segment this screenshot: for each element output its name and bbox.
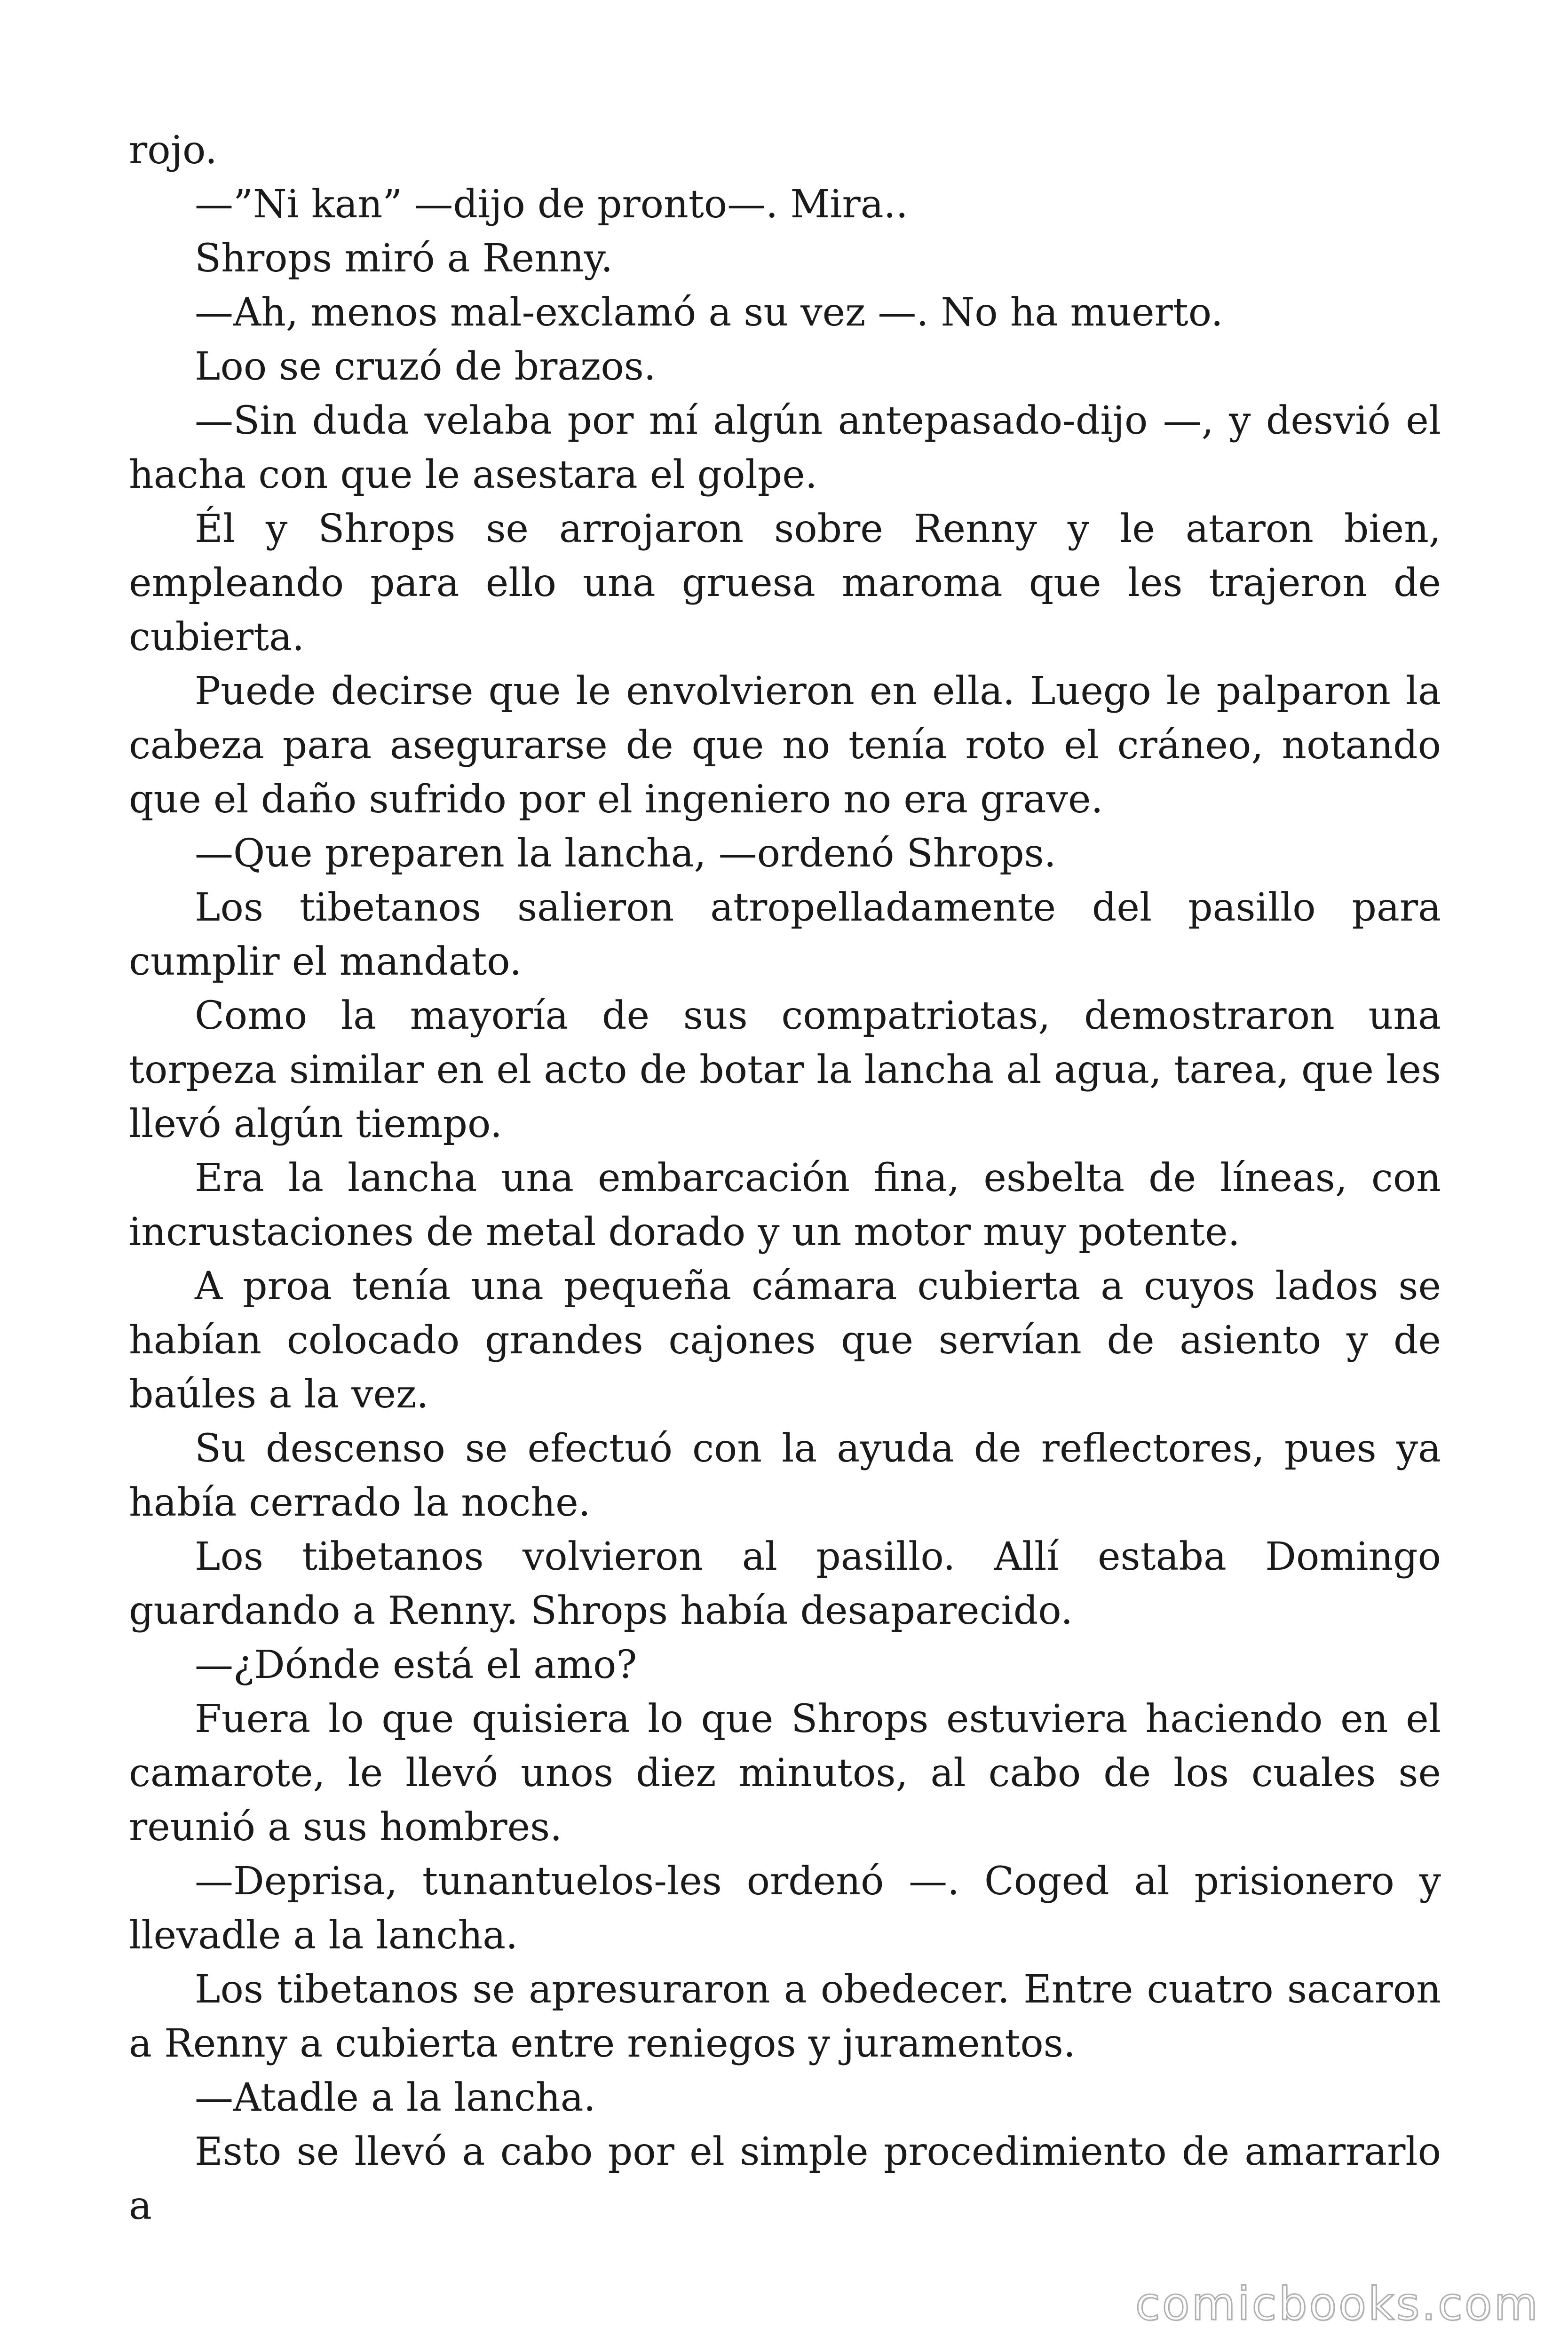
paragraph: Shrops miró a Renny. <box>195 236 613 281</box>
paragraph: —Ah, menos mal-exclamó a su vez —. No ha muerto. <box>195 290 1223 335</box>
paragraph: Los tibetanos volvieron al pasillo. Allí estaba Domingo guardando a Renny. Shrops había desaparecido. <box>129 1534 1441 1633</box>
paragraph: Él y Shrops se arrojaron sobre Renny y le ataron bien, empleando para ello una gruesa maroma que les trajeron de cubierta. <box>129 507 1441 660</box>
page-body-text <box>129 123 1441 2233</box>
paragraph: Esto se llevó a cabo por el simple procedimiento de amarrarlo a <box>129 2130 1441 2228</box>
paragraph: —¿Dónde está el amo? <box>195 1643 637 1687</box>
watermark: comicbooks.com <box>1135 2278 1540 2330</box>
paragraph: —”Ni kan” —dijo de pronto—. Mira.. <box>195 182 908 227</box>
paragraph: rojo. <box>129 128 217 173</box>
paragraph: Su descenso se efectuó con la ayuda de reflectores, pues ya había cerrado la noche. <box>129 1426 1441 1525</box>
paragraph: —Atadle a la lancha. <box>195 2075 596 2120</box>
paragraph: Fuera lo que quisiera lo que Shrops estuviera haciendo en el camarote, le llevó unos diez minutos, al cabo de los cuales se reunió a sus hombres. <box>129 1697 1441 1850</box>
paragraph: Era la lancha una embarcación fina, esbelta de líneas, con incrustaciones de metal dorado y un motor muy potente. <box>129 1156 1441 1255</box>
paragraph: —Deprisa, tunantuelos-les ordenó —. Coged al prisionero y llevadle a la lancha. <box>129 1859 1441 1958</box>
paragraph: Los tibetanos se apresuraron a obedecer. Entre cuatro sacaron a Renny a cubierta entre reniegos y juramentos. <box>129 1967 1441 2066</box>
paragraph: —Sin duda velaba por mí algún antepasado-dijo —, y desvió el hacha con que le asestara el golpe. <box>129 398 1441 497</box>
paragraph: Loo se cruzó de brazos. <box>195 344 656 389</box>
paragraph: —Que preparen la lancha, —ordenó Shrops. <box>195 831 1056 876</box>
paragraph: Puede decirse que le envolvieron en ella. Luego le palparon la cabeza para asegurarse de que no tenía roto el cráneo, notando que el daño sufrido por el ingeniero no era grave. <box>129 669 1441 822</box>
paragraph: Los tibetanos salieron atropelladamente del pasillo para cumplir el mandato. <box>129 885 1441 984</box>
paragraph: Como la mayoría de sus compatriotas, demostraron una torpeza similar en el acto de botar la lancha al agua, tarea, que les llevó algún tiempo. <box>129 993 1441 1146</box>
paragraph: A proa tenía una pequeña cámara cubierta a cuyos lados se habían colocado grandes cajones que servían de asiento y de baúles a la vez. <box>129 1264 1441 1417</box>
